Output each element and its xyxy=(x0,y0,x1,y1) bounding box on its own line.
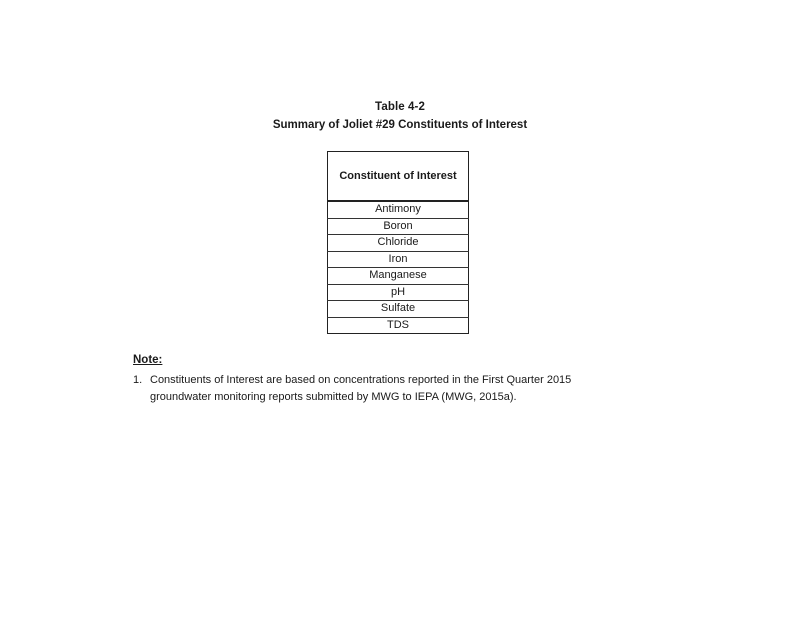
table-cell-chloride: Chloride xyxy=(328,235,469,252)
note-item-number: 1. xyxy=(133,374,143,386)
constituents-table xyxy=(327,151,469,334)
table-row xyxy=(328,317,469,334)
table-row xyxy=(328,268,469,285)
table-row xyxy=(328,218,469,235)
table-cell-manganese: Manganese xyxy=(328,268,469,285)
table-cell-boron: Boron xyxy=(328,218,469,235)
note-heading: Note: xyxy=(133,354,163,366)
table-title: Summary of Joliet #29 Constituents of Interest xyxy=(272,119,528,131)
table-cell-ph: pH xyxy=(328,284,469,301)
table-cell-tds: TDS xyxy=(328,317,469,334)
table-number: Table 4-2 xyxy=(375,101,425,113)
table-cell-sulfate: Sulfate xyxy=(328,301,469,318)
table-row xyxy=(328,284,469,301)
table-cell-antimony: Antimony xyxy=(328,201,469,218)
table-row xyxy=(328,251,469,268)
note-item-line1: Constituents of Interest are based on concentrations reported in the First Quarter 2015 xyxy=(150,374,572,386)
column-header-constituent: Constituent of Interest xyxy=(328,152,469,202)
note-item xyxy=(133,372,613,406)
note-item-line2: groundwater monitoring reports submitted by MWG to IEPA (MWG, 2015a). xyxy=(150,391,517,403)
table-cell-iron: Iron xyxy=(328,251,469,268)
table-row xyxy=(328,235,469,252)
table-row xyxy=(328,201,469,218)
table-header-row xyxy=(328,152,469,202)
table-row xyxy=(328,301,469,318)
